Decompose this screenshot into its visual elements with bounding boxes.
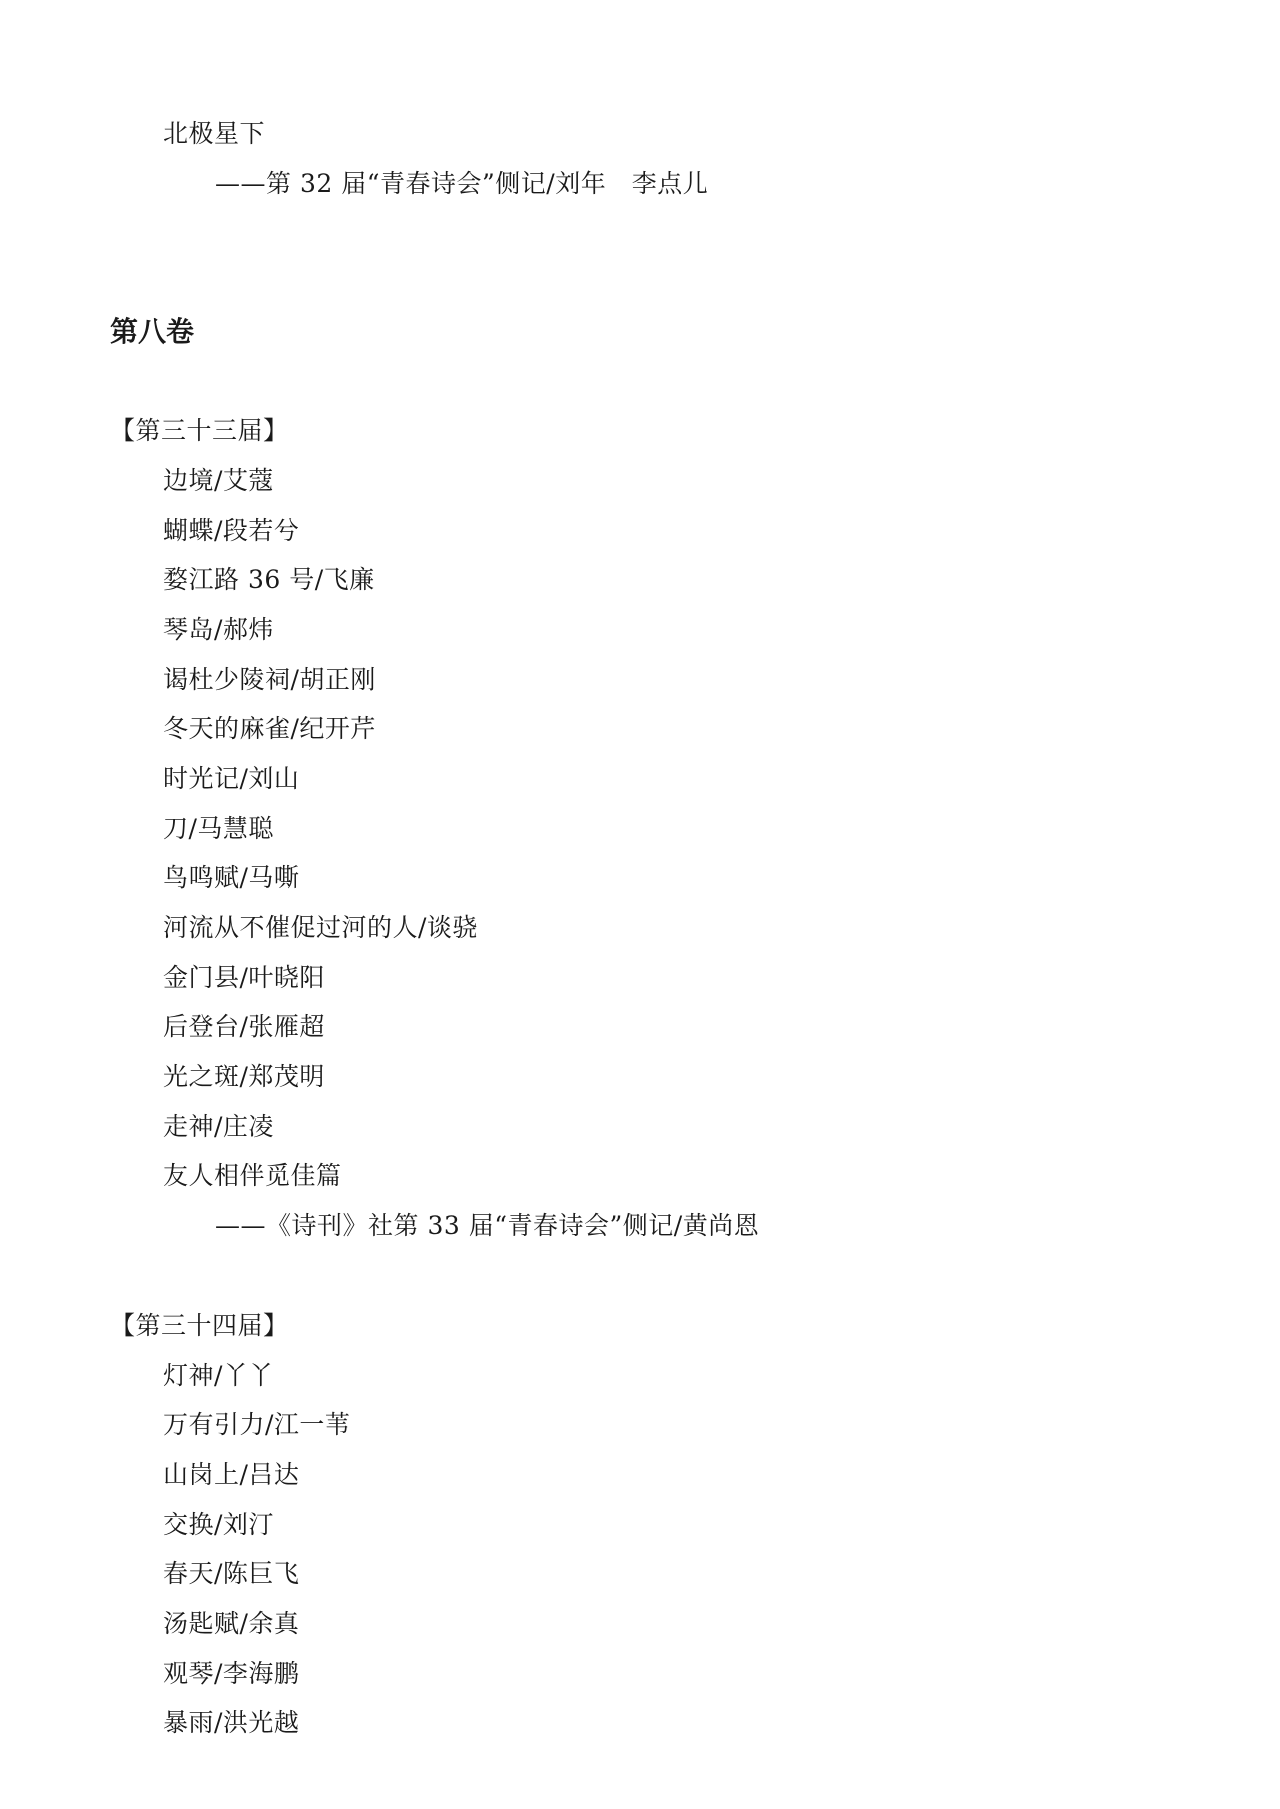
toc-entry[interactable]: 暴雨/洪光越 xyxy=(163,1708,300,1737)
toc-entry[interactable]: 友人相伴觅佳篇 xyxy=(163,1161,342,1190)
section-heading-34: 【第三十四届】 xyxy=(110,1311,289,1340)
toc-entry-subtitle: ——第 32 届“青春诗会”侧记/刘年 李点儿 xyxy=(215,169,709,198)
toc-entry[interactable]: 万有引力/江一苇 xyxy=(163,1410,351,1439)
toc-entry[interactable]: 光之斑/郑茂明 xyxy=(163,1062,325,1091)
toc-entry[interactable]: 金门县/叶晓阳 xyxy=(163,963,325,992)
toc-entry[interactable]: 春天/陈巨飞 xyxy=(163,1559,300,1588)
toc-entry[interactable]: 河流从不催促过河的人/谈骁 xyxy=(163,913,478,942)
toc-entry[interactable]: 时光记/刘山 xyxy=(163,764,300,793)
toc-entry[interactable]: 琴岛/郝炜 xyxy=(163,615,274,644)
toc-entry[interactable]: 走神/庄凌 xyxy=(163,1112,274,1141)
toc-entry[interactable]: 蝴蝶/段若兮 xyxy=(163,516,300,545)
toc-entry[interactable]: 刀/马慧聪 xyxy=(163,814,274,843)
volume-title: 第八卷 xyxy=(110,315,195,348)
toc-entry[interactable]: 灯神/丫丫 xyxy=(163,1361,274,1390)
toc-entry[interactable]: 婺江路 36 号/飞廉 xyxy=(163,565,375,594)
toc-entry[interactable]: 谒杜少陵祠/胡正刚 xyxy=(163,665,376,694)
toc-entry[interactable]: 交换/刘汀 xyxy=(163,1510,274,1539)
toc-entry-beijixingxia[interactable]: 北极星下 xyxy=(163,119,266,148)
toc-entry-subtitle: ——《诗刊》社第 33 届“青春诗会”侧记/黄尚恩 xyxy=(215,1211,760,1240)
section-heading-33: 【第三十三届】 xyxy=(110,416,289,445)
toc-entry[interactable]: 鸟鸣赋/马嘶 xyxy=(163,863,300,892)
toc-entry[interactable]: 冬天的麻雀/纪开芹 xyxy=(163,714,376,743)
toc-entry[interactable]: 山岗上/吕达 xyxy=(163,1460,300,1489)
toc-entry[interactable]: 后登台/张雁超 xyxy=(163,1012,325,1041)
toc-entry[interactable]: 观琴/李海鹏 xyxy=(163,1659,300,1688)
toc-entry[interactable]: 汤匙赋/余真 xyxy=(163,1609,300,1638)
toc-entry[interactable]: 边境/艾蔻 xyxy=(163,466,274,495)
